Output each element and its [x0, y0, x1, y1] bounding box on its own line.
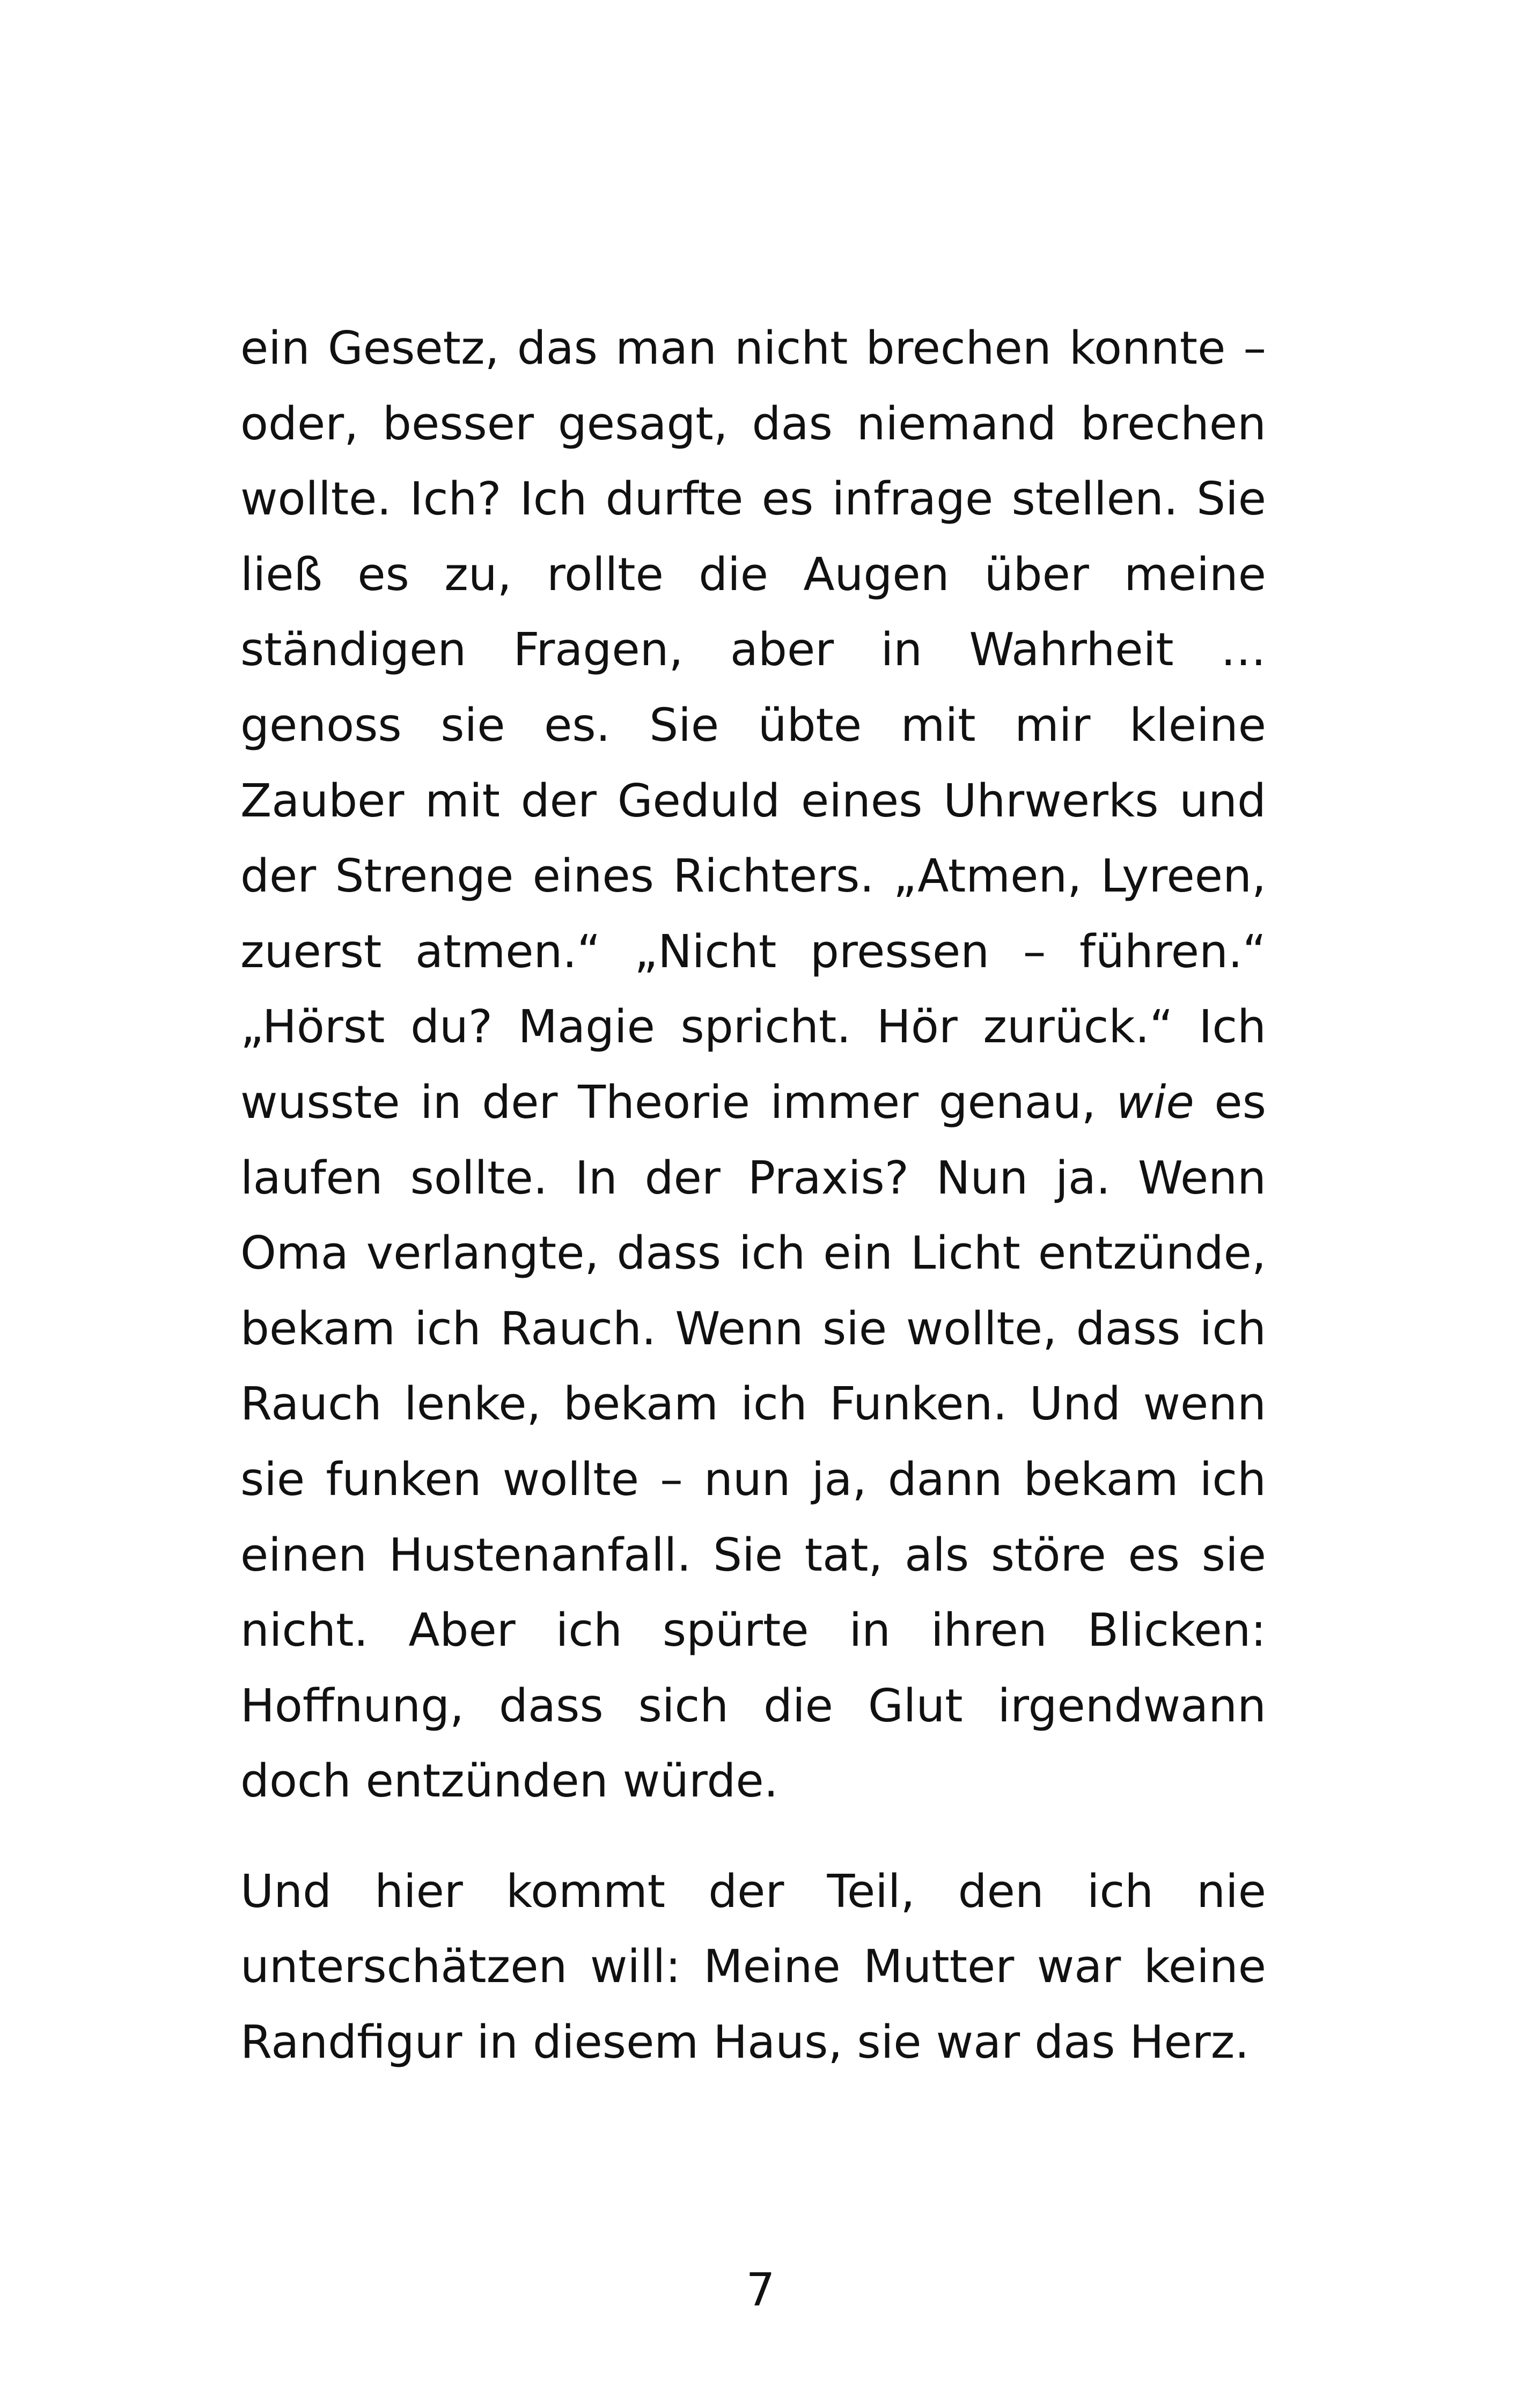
paragraph-1-text-before: ein Gesetz, das man nicht brechen konnte – oder, besser gesagt, das niemand brechen wollte. Ich? Ich durfte es infrage stellen. Sie ließ es zu, rollte die Augen über meine ständigen Fragen, aber in Wahrheit … genoss sie es. Sie übte mit mir kleine Zauber mit der Geduld eines Uhrwerks und der Strenge eines Richters. „Atmen, Lyreen, zuerst atmen.“ „Nicht pressen – führen.“ „Hörst du? Magie spricht. Hör zurück.“ Ich wusste in der Theorie immer genau,: [240, 322, 1266, 1129]
page-number: 7: [746, 2264, 775, 2317]
paragraph-2: Und hier kommt der Teil, den ich nie unterschätzen will: Meine Mutter war keine Randfigur in diesem Haus, sie war das Herz.: [240, 1865, 1266, 2070]
body-text: [240, 311, 1266, 2081]
paragraph-1-text-after: es laufen sollte. In der Praxis? Nun ja. Wenn Oma verlangte, dass ich ein Licht entzünde, bekam ich Rauch. Wenn sie wollte, dass ich Rauch lenke, bekam ich Funken. Und wenn sie funken wollte – nun ja, dann bekam ich einen Hustenanfall. Sie tat, als störe es sie nicht. Aber ich spürte in ihren Blicken: Hoffnung, dass sich die Glut irgendwann doch entzünden würde.: [240, 1076, 1266, 1808]
paragraph-1-emphasis: wie: [1116, 1076, 1194, 1129]
paragraph-1: [240, 311, 1266, 1820]
